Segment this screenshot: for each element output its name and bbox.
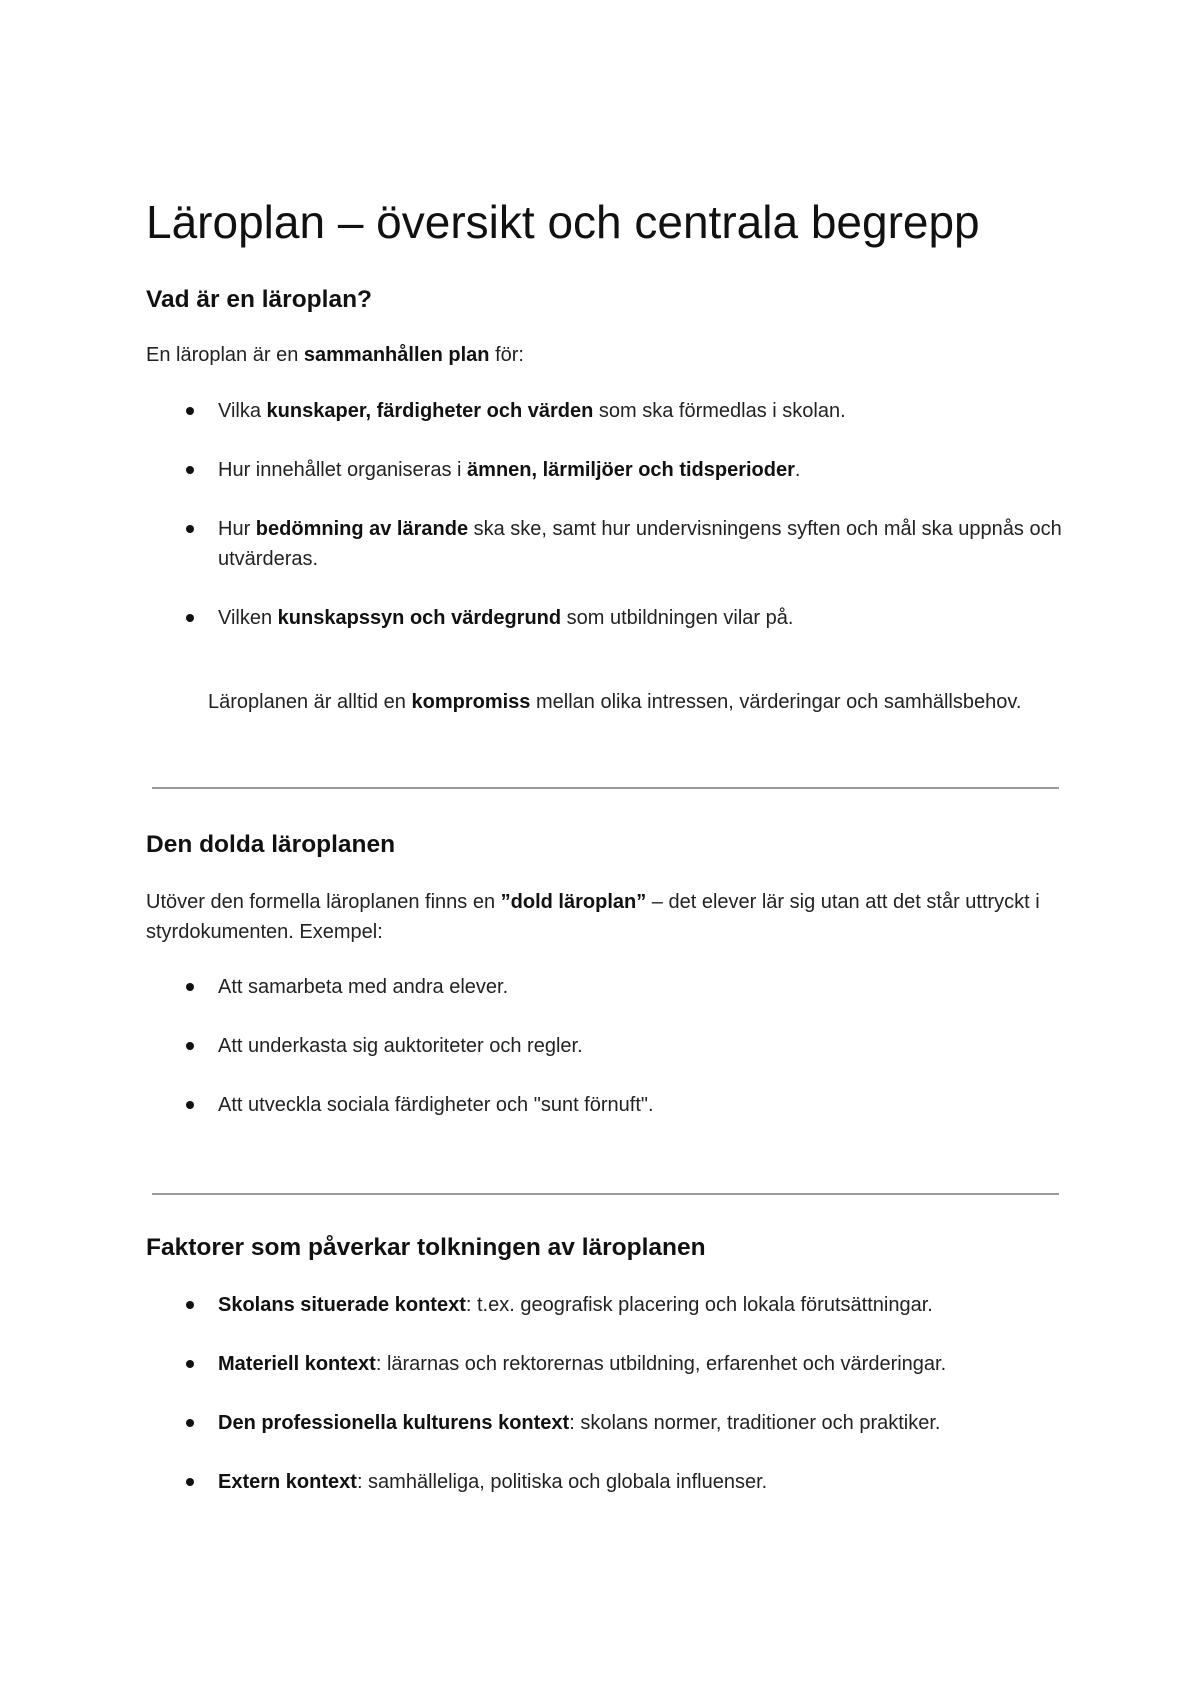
section-heading-interpretation-factors: Faktorer som påverkar tolkningen av läroplanen: [146, 1234, 706, 1261]
bullet-icon: [186, 614, 194, 622]
bullet-icon: [186, 1301, 194, 1309]
bullet-icon: [186, 983, 194, 991]
section-divider: [152, 787, 1059, 789]
bullet-icon: [186, 1360, 194, 1368]
section-intro: En läroplan är en sammanhållen plan för:: [146, 344, 524, 366]
bullet-icon: [186, 1101, 194, 1109]
bullet-icon: [186, 1042, 194, 1050]
bullet-icon: [186, 407, 194, 415]
bullet-icon: [186, 1478, 194, 1486]
bullet-icon: [186, 525, 194, 533]
section-divider: [152, 1193, 1059, 1195]
page-title: Läroplan – översikt och centrala begrepp: [146, 196, 980, 248]
callout-note: Läroplanen är alltid en kompromiss mellan olika intressen, värderingar och samhällsbehov.: [208, 691, 1022, 713]
bullet-icon: [186, 466, 194, 474]
section-heading-hidden-curriculum: Den dolda läroplanen: [146, 831, 396, 858]
document-page: Läroplan – översikt och centrala begrepp Vad är en läroplan? En läroplan är en sammanhållen plan för: Vilka kunskaper, färdigheter och värden som ska förmedlas i skolan. Hur innehållet organiseras i ämnen, lärmiljöer och tidsperioder. Hur bedömning av lärande ska ske, samt hur undervisningens syften och mål ska uppnås och utvärderas. Vilken kunskapssyn och värdegrund som utbildningen vilar på. Läroplanen är alltid en kompromiss mellan olika intressen, värderingar och samhällsbehov. Den dolda läroplanen Utöver den formella läroplanen finns en ”dold läroplan” – det elever lär sig utan att det står uttryckt i styrdokumenten. Exempel: Att samarbeta med andra elever. Att underkasta sig auktoriteter och regler. Att utveckla sociala färdigheter och "sunt förnuft". Faktorer som påverkar tolkningen av läroplanen Skolans situerade kontext: t.ex. geografisk placering och lokala förutsättningar. Materiell kontext: lärarnas och rektorernas utbildning, erfarenhet och värderingar. Den professionella kulturens kontext: skolans normer, traditioner och praktiker. Extern kontext: samhälleliga, politiska och globala influenser.: [0, 0, 1200, 1694]
section-heading-curriculum: Vad är en läroplan?: [146, 286, 373, 313]
section-intro: Utöver den formella läroplanen finns en ”dold läroplan” – det elever lär sig utan att det står uttryckt i styrdokumenten. Exempel:: [146, 891, 1040, 943]
bullet-icon: [186, 1419, 194, 1427]
